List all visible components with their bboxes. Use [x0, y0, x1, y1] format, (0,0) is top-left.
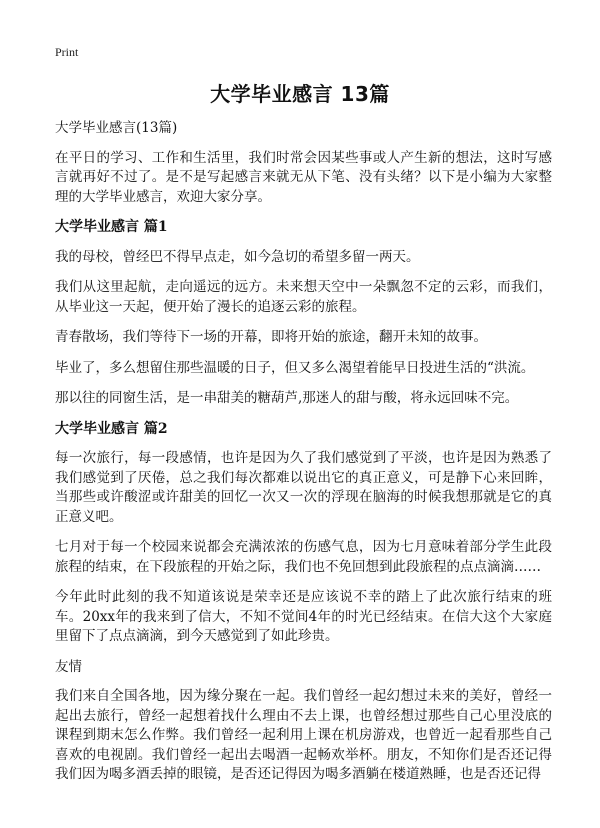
paragraph: 我们来自全国各地，因为缘分聚在一起。我们曾经一起幻想过未来的美好，曾经一起出去旅行，曾经一起想着找什么理由不去上课，也曾经想过那些自己心里没底的课程到期末怎么作弊。我们曾经一起利用上课在机房游戏，也曾近一起看那些自己喜欢的电视剧。我们曾经一起出去喝酒一起畅欢举杯。朋友，不知你们是否还记得我们因为喝多酒丢掉的眼镜，是否还记得因为喝多酒躺在楼道熟睡，也是否还记得: [55, 688, 552, 782]
document-body: [55, 119, 552, 796]
paragraph: 毕业了，多么想留住那些温暖的日子，但又多么渴望着能早日投进生活的“洪流。: [55, 359, 535, 376]
paragraph: 我的母校，曾经巴不得早点走，如今急切的希望多留一两天。: [55, 248, 420, 265]
paragraph: 我们从这里起航，走向遥远的远方。未来想天空中一朵飘忽不定的云彩，而我们，从毕业这一天起，便开始了漫长的追逐云彩的旅程。: [55, 279, 552, 315]
print-link[interactable]: Print: [55, 45, 79, 59]
intro-paragraph: 在平日的学习、工作和生活里，我们时常会因某些事或人产生新的想法，这时写感言就再好不过了。是不是写起感言来就无从下笔、没有头绪？以下是小编为大家整理的大学毕业感言，欢迎大家分享。: [55, 149, 552, 205]
document-subtitle: 大学毕业感言(13篇): [55, 120, 178, 136]
section-heading-2: 大学毕业感言 篇2: [55, 420, 168, 437]
friendship-heading: 友情: [55, 658, 82, 675]
paragraph: 每一次旅行，每一段感情，也许是因为久了我们感觉到了平淡，也许是因为熟悉了我们感觉到了厌倦，总之我们每次都难以说出它的真正意义，可是静下心来回眸，当那些或许酸涩或许甜美的回忆一次又一次的浮现在脑海的时候我想那就是它的真正意义吧。: [55, 450, 552, 525]
paragraph: 七月对于每一个校园来说都会充满浓浓的伤感气息，因为七月意味着部分学生此段旅程的结束，在下段旅程的开始之际，我们也不免回想到此段旅程的点点滴滴……: [55, 539, 552, 575]
paragraph: 青春散场，我们等待下一场的开幕，即将开始的旅途，翻开未知的故事。: [55, 329, 487, 345]
document-title: 大学毕业感言 13篇: [210, 82, 390, 106]
paragraph: 那以往的同窗生活，是一串甜美的糖葫芦,那迷人的甜与酸，将永远回味不完。: [55, 390, 519, 406]
section-heading-1: 大学毕业感言 篇1: [55, 219, 168, 235]
paragraph: 今年此时此刻的我不知道该说是荣幸还是应该说不幸的踏上了此次旅行结束的班车。20xx年的我来到了信大，不知不觉间4年的时光已经结束。在信大这个大家庭里留下了点点滴滴，到今天感觉到了如此珍贵。: [55, 589, 552, 644]
